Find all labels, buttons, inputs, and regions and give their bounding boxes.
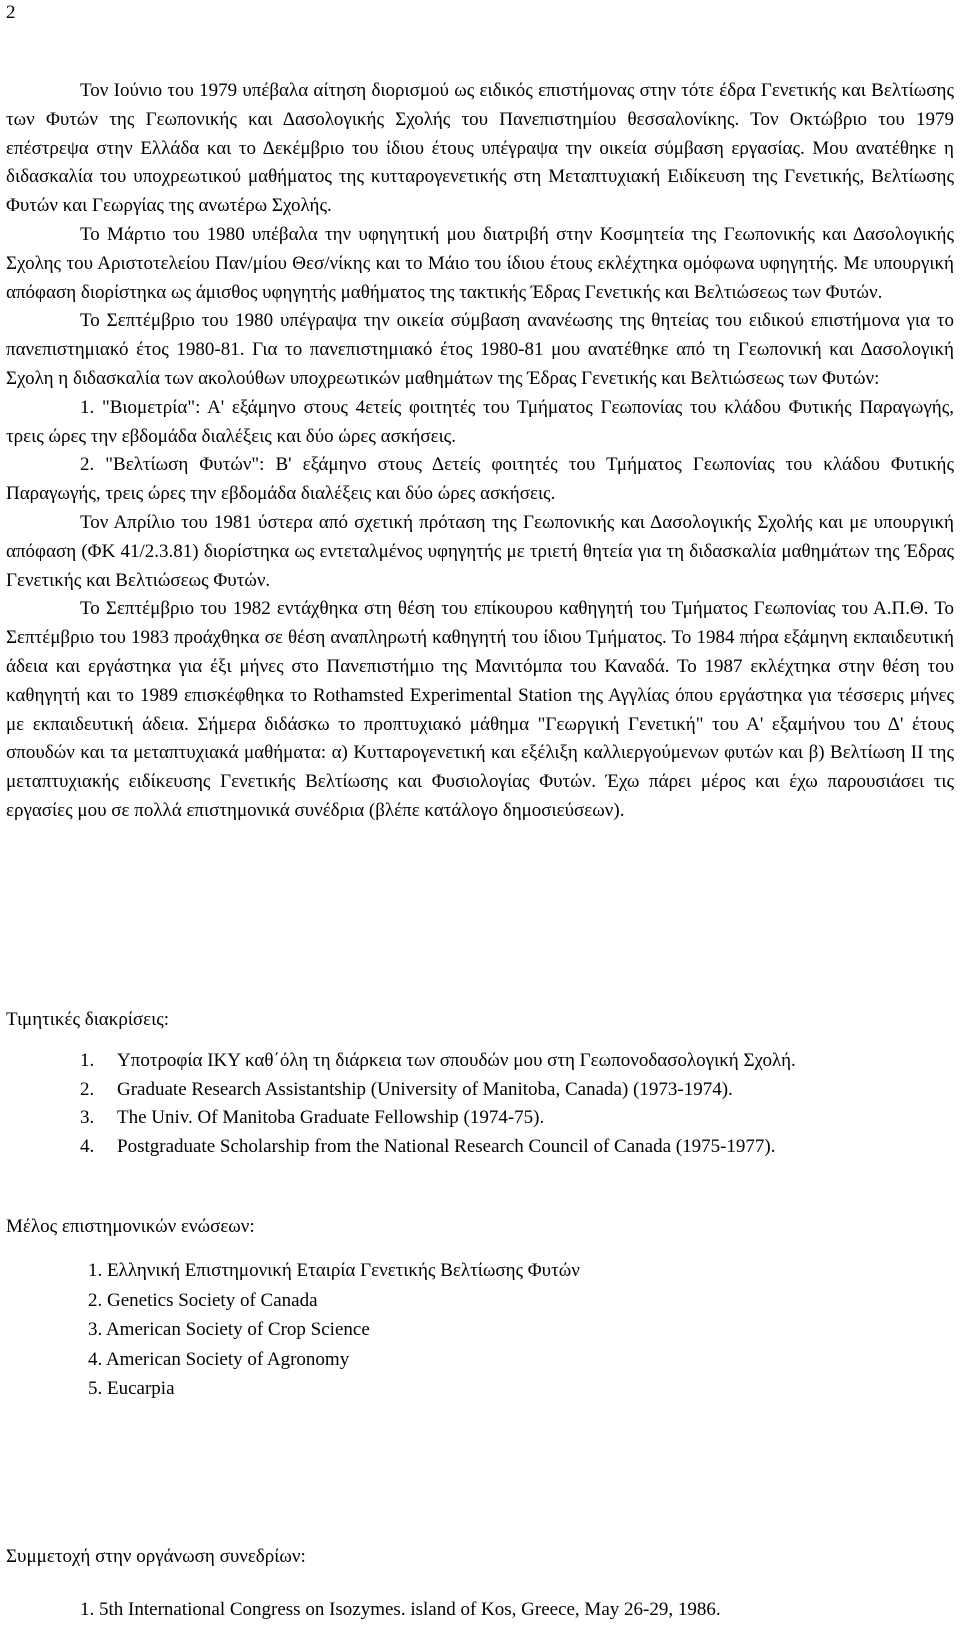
- list-item: 1. Ελληνική Επιστημονική Εταιρία Γενετικής Βελτίωσης Φυτών: [88, 1260, 580, 1281]
- honors-list: [80, 1047, 950, 1161]
- memberships-list: [88, 1256, 580, 1404]
- list-item-number: 4.: [80, 1135, 95, 1157]
- list-item: 3. American Society of Crop Science: [88, 1319, 370, 1341]
- paragraph-contract-renewal-1980: Το Σεπτέμβριο του 1980 υπέγραψα την οικεία σύμβαση ανανέωσης της θητείας του ειδικού επιστήμονα για το πανεπιστημιακό έτος 1980-81. Για το πανεπιστημιακό έτος 1980-81 μου ανατέθηκε από τη Γεωπονική και Δασολογική Σχολη η διδασκαλία των ακολούθων υποχρεωτικών μαθημάτων της Έδρας Γενετικής και Βελτιώσεως των Φυτών:: [6, 310, 954, 389]
- list-item: [80, 1133, 950, 1162]
- list-item-text: Postgraduate Scholarship from the National Research Council of Canada (1975-1977).: [117, 1135, 776, 1157]
- list-item-text: Graduate Research Assistantship (University of Manitoba, Canada) (1973-1974).: [117, 1078, 733, 1100]
- page-number: 2: [6, 2, 16, 23]
- paragraph-appointment-1981: Τον Απρίλιο του 1981 ύστερα από σχετική πρόταση της Γεωπονικής και Δασολογικής Σχολής και με υπουργική απόφαση (ΦΚ 41/2.3.81) διορίστηκα ως εντεταλμένος υφηγητής με τριετή θητεία για τη διδασκαλία μαθημάτων της Έδρας Γενετικής και Βελτιώσεως Φυτών.: [6, 511, 954, 591]
- course-item-plant-breeding: 2. "Βελτίωση Φυτών": Β' εξάμηνο στους Δετείς φοιτητές του Τμήματος Γεωπονίας του κλάδου Φυτικής Παραγωγής, τρεις ώρες την εβδομάδα διαλέξεις και δύο ώρες ασκήσεις.: [6, 454, 954, 505]
- list-item-text: The Univ. Of Manitoba Graduate Fellowship (1974-75).: [117, 1107, 545, 1128]
- course-item-biometry: 1. "Βιομετρία": Α' εξάμηνο στους 4ετείς φοιτητές του Τμήματος Γεωπονίας του κλάδου Φυτικής Παραγωγής, τρεις ώρες την εβδομάδα διαλέξεις και δύο ώρες ασκήσεις.: [6, 396, 954, 447]
- list-item-text: Υποτροφία ΙΚΥ καθ΄όλη τη διάρκεια των σπουδών μου στη Γεωπονοδασολογική Σχολή.: [117, 1050, 796, 1071]
- list-item-number: 3.: [80, 1107, 95, 1128]
- list-item: [80, 1104, 950, 1133]
- list-item: 4. American Society of Agronomy: [88, 1348, 350, 1370]
- list-item: 5. Eucarpia: [88, 1378, 175, 1400]
- paragraph-career-1982-onward: Το Σεπτέμβριο του 1982 εντάχθηκα στη θέση του επίκουρου καθηγητή του Τμήματος Γεωπονίας του Α.Π.Θ. Το Σεπτέμβριο του 1983 προάχθηκα σε θέση αναπληρωτή καθηγητή του ίδιου Τμήματος. Το 1984 πήρα εξάμηνη εκπαιδευτική άδεια και εργάστηκα για έξι μήνες στο Πανεπιστήμιο της Μανιτόμπα του Καναδά. Το 1987 εκλέχτηκα στην θέση του καθηγητή και το 1989 επισκέφθηκα το Rothamsted Experimental Station της Αγγλίας όπου εργάστηκα για τέσσερις μήνες με εκπαιδευτική άδεια. Σήμερα διδάσκω το προπτυχιακό μάθημα "Γεωργική Γενετική" του Α' εξαμήνου του Δ' έτους σπουδών και τα μεταπτυχιακά μαθήματα: α) Κυτταρογενετική και εξέλιξη καλλιεργούμενων φυτών και β) Βελτίωση ΙΙ της μεταπτυχιακής ειδίκευσης Γενετικής Βελτίωσης και Φυσιολογίας Φυτών. Έχω πάρει μέρος και έχω παρουσιάσει τις εργασίες μου σε πολλά επιστημονικά συνέδρια (βλέπε κατάλογο δημοσιεύσεων).: [6, 598, 954, 821]
- biography-text: [6, 77, 954, 826]
- list-item: [80, 1076, 950, 1105]
- paragraph-appointment-1979: Τον Ιούνιο του 1979 υπέβαλα αίτηση διορισμού ως ειδικός επιστήμονας στην τότε έδρα Γενετικής και Βελτίωσης των Φυτών της Γεωπονικής και Δασολογικής Σχολής του Πανεπιστημίου θεσσαλονίκης. Τον Οκτώβριο του 1979 επέστρεψα στην Ελλάδα και το Δεκέμβριο του ίδιου έτους υπέγραψα την οικεία σύμβαση εργασίας. Μου ανατέθηκε η διδασκαλία του υποχρεωτικού μαθήματος της κυτταρογενετικής στη Μεταπτυχιακή Ειδίκευση της Γενετικής, Βελτίωσης Φυτών και Γεωργίας της ανωτέρω Σχολής.: [6, 80, 954, 217]
- conferences-heading: Συμμετοχή στην οργάνωση συνεδρίων:: [6, 1546, 306, 1567]
- paragraph-habilitation-1980: Το Μάρτιο του 1980 υπέβαλα την υφηγητική μου διατριβή στην Κοσμητεία της Γεωπονικής και Δασολογικής Σχολης του Αριστοτελείου Παν/μίου Θεσ/νίκης και το Μάιο του ίδιου έτους εκλέχτηκα ομόφωνα υφηγητής. Με υπουργική απόφαση διορίστηκα ως άμισθος υφηγητής μαθήματος της τακτικής Έδρας Γενετικής και Βελτιώσεως των Φυτών.: [6, 223, 954, 303]
- list-item: 2. Genetics Society of Canada: [88, 1289, 318, 1311]
- memberships-heading: Μέλος επιστημονικών ενώσεων:: [6, 1216, 255, 1237]
- list-item: [80, 1047, 950, 1076]
- list-item: 1. 5th International Congress on Isozymes. island of Kos, Greece, May 26-29, 1986.: [80, 1599, 721, 1620]
- list-item-number: 1.: [80, 1050, 95, 1071]
- honors-heading: Τιμητικές διακρίσεις:: [6, 1009, 170, 1030]
- conferences-list: [80, 1596, 721, 1624]
- list-item-number: 2.: [80, 1078, 95, 1100]
